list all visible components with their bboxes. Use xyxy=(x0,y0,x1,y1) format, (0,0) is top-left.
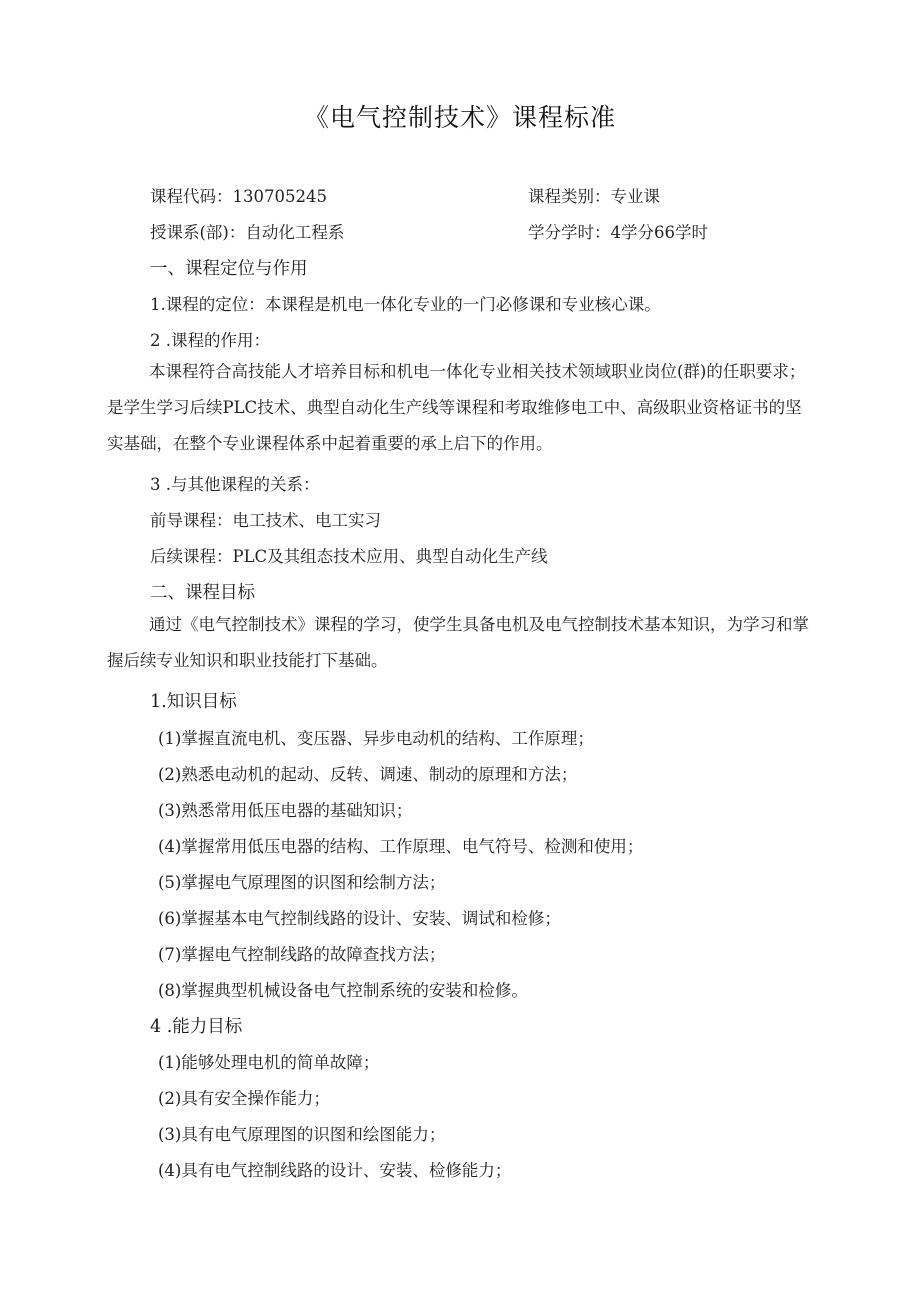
ability-goals-heading: 4 .能力目标 xyxy=(150,1017,243,1037)
follow-up-courses: 后续课程：PLC及其组态技术应用、典型自动化生产线 xyxy=(150,547,548,566)
ability-item: (1)能够处理电机的简单故障； xyxy=(158,1053,380,1072)
section-2-heading: 二、课程目标 xyxy=(150,583,255,603)
paragraph-line: 实基础，在整个专业课程体系中起着重要的承上启下的作用。 xyxy=(107,434,553,453)
course-role-heading: 2 .课程的作用： xyxy=(150,331,270,350)
knowledge-item: (5)掌握电气原理图的识图和绘制方法； xyxy=(158,873,446,892)
knowledge-goals-heading: 1.知识目标 xyxy=(150,692,237,712)
paragraph-line: 通过《电气控制技术》课程的学习，使学生具备电机及电气控制技术基本知识，为学习和掌 xyxy=(149,615,809,634)
course-type: 课程类别：专业课 xyxy=(528,187,660,206)
course-positioning: 1.课程的定位：本课程是机电一体化专业的一门必修课和专业核心课。 xyxy=(150,295,661,314)
knowledge-item: (4)掌握常用低压电器的结构、工作原理、电气符号、检测和使用； xyxy=(158,837,644,856)
knowledge-item: (1)掌握直流电机、变压器、异步电动机的结构、工作原理； xyxy=(158,729,594,748)
credits-hours: 学分学时：4学分66学时 xyxy=(528,223,708,242)
course-goal-intro xyxy=(107,607,823,679)
ability-item: (2)具有安全操作能力； xyxy=(158,1089,330,1108)
prerequisite-courses: 前导课程：电工技术、电工实习 xyxy=(150,511,381,530)
knowledge-item: (7)掌握电气控制线路的故障查找方法； xyxy=(158,945,446,964)
paragraph-line: 本课程符合高技能人才培养目标和机电一体化专业相关技术领域职业岗位(群)的任职要求； xyxy=(149,362,806,381)
paragraph-line: 握后续专业知识和职业技能打下基础。 xyxy=(107,651,388,670)
course-role-paragraph xyxy=(107,354,823,462)
department: 授课系(部)：自动化工程系 xyxy=(150,223,345,242)
relation-heading: 3 .与其他课程的关系： xyxy=(150,475,320,494)
knowledge-item: (8)掌握典型机械设备电气控制系统的安装和检修。 xyxy=(158,981,528,1000)
knowledge-item: (2)熟悉电动机的起动、反转、调速、制动的原理和方法； xyxy=(158,765,578,784)
ability-item: (4)具有电气控制线路的设计、安装、检修能力； xyxy=(158,1161,512,1180)
document-title: 《电气控制技术》课程标准 xyxy=(303,103,616,132)
knowledge-item: (3)熟悉常用低压电器的基础知识； xyxy=(158,801,413,820)
section-1-heading: 一、课程定位与作用 xyxy=(150,259,308,279)
ability-item: (3)具有电气原理图的识图和绘图能力； xyxy=(158,1125,446,1144)
knowledge-item: (6)掌握基本电气控制线路的设计、安装、调试和检修； xyxy=(158,909,561,928)
paragraph-line: 是学生学习后续PLC技术、典型自动化生产线等课程和考取维修电工中、高级职业资格证书的坚 xyxy=(107,398,802,417)
course-code: 课程代码：130705245 xyxy=(150,187,327,206)
